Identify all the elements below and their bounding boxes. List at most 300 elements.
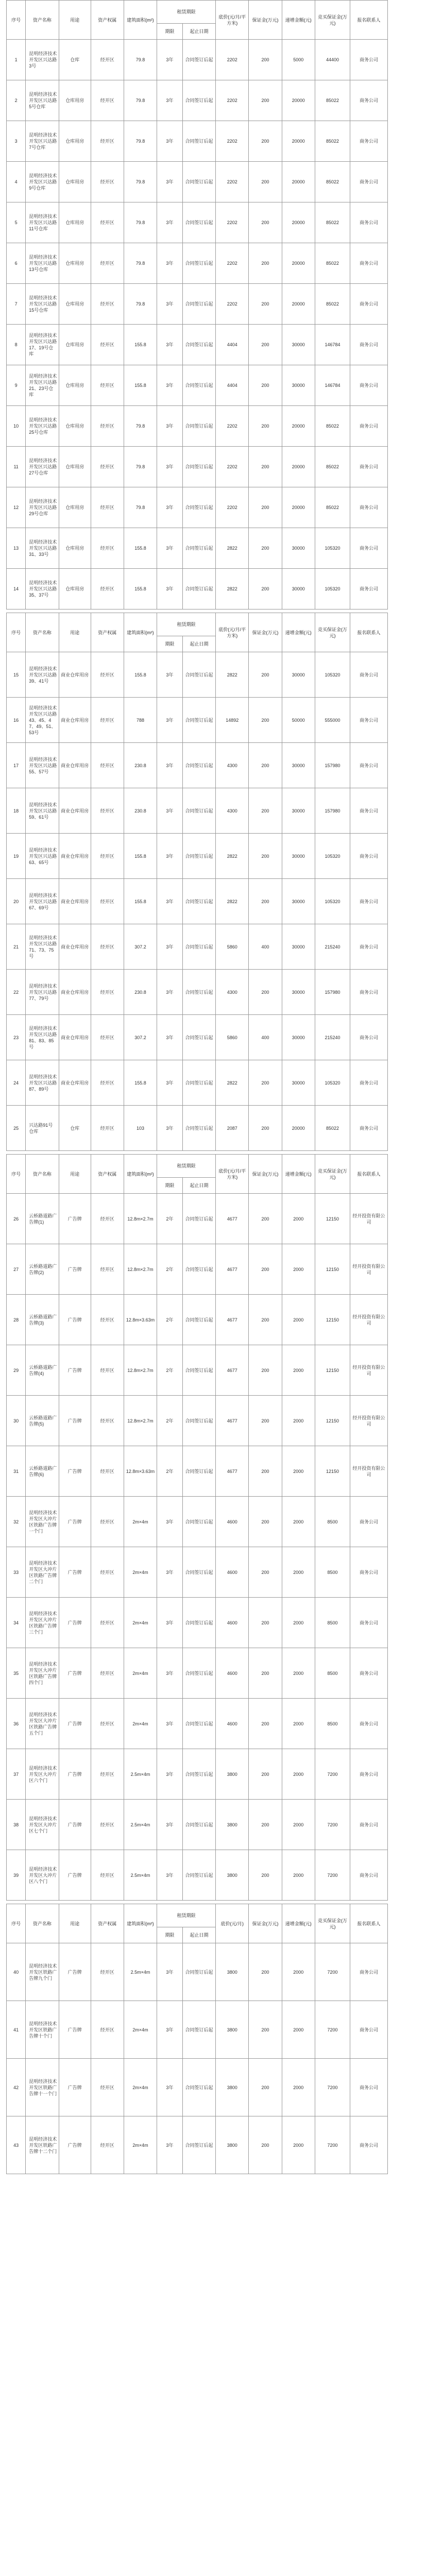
header-contact: 报名联系人 bbox=[350, 613, 388, 652]
cell-total-deposit: 85022 bbox=[315, 1106, 350, 1151]
cell-contact: 经开投资有限公司 bbox=[350, 1345, 388, 1396]
cell-total-deposit: 8500 bbox=[315, 1648, 350, 1699]
cell-usage: 仓库用房 bbox=[59, 528, 91, 569]
cell-period: 3年 bbox=[157, 788, 183, 834]
cell-usage: 商业仓库用房 bbox=[59, 1015, 91, 1060]
table-row bbox=[7, 80, 420, 121]
cell-price: 4677 bbox=[216, 1295, 249, 1345]
cell-usage: 商业仓库用房 bbox=[59, 924, 91, 970]
cell-ownership: 经开区 bbox=[91, 569, 124, 609]
cell-increase: 50000 bbox=[282, 698, 315, 743]
cell-period: 3年 bbox=[157, 447, 183, 487]
cell-usage: 商业仓库用房 bbox=[59, 879, 91, 924]
cell-serial-no: 35 bbox=[7, 1648, 26, 1699]
cell-area: 79.8 bbox=[124, 487, 157, 528]
cell-price: 4677 bbox=[216, 1396, 249, 1446]
cell-contact: 商务公司 bbox=[350, 652, 388, 698]
table-row bbox=[7, 243, 420, 284]
cell-increase: 2000 bbox=[282, 1699, 315, 1749]
table-row bbox=[7, 121, 420, 162]
cell-contact: 商务公司 bbox=[350, 243, 388, 284]
cell-area: 2m×4m bbox=[124, 1648, 157, 1699]
cell-serial-no: 16 bbox=[7, 698, 26, 743]
cell-price: 14892 bbox=[216, 698, 249, 743]
cell-increase: 30000 bbox=[282, 924, 315, 970]
cell-area: 79.8 bbox=[124, 162, 157, 202]
cell-total-deposit: 105320 bbox=[315, 879, 350, 924]
cell-total-deposit: 7200 bbox=[315, 2116, 350, 2174]
cell-deposit: 200 bbox=[249, 970, 282, 1015]
cell-serial-no: 37 bbox=[7, 1749, 26, 1800]
header-lease-period: 租赁期限 bbox=[157, 613, 216, 636]
cell-usage: 商业仓库用房 bbox=[59, 652, 91, 698]
table-row bbox=[7, 487, 420, 528]
table-row bbox=[7, 1345, 420, 1396]
cell-contact: 商务公司 bbox=[350, 924, 388, 970]
cell-area: 155.8 bbox=[124, 1060, 157, 1106]
header-total-deposit: 竞买保证金(万元) bbox=[315, 1155, 350, 1194]
cell-period: 3年 bbox=[157, 879, 183, 924]
cell-period: 3年 bbox=[157, 1015, 183, 1060]
cell-area: 79.8 bbox=[124, 121, 157, 162]
cell-contact: 商务公司 bbox=[350, 447, 388, 487]
header-lease-start-end: 起止日期 bbox=[182, 1927, 215, 1943]
cell-serial-no: 13 bbox=[7, 528, 26, 569]
header-price: 底价(元/月) bbox=[216, 1904, 249, 1943]
cell-price: 4600 bbox=[216, 1497, 249, 1547]
header-lease-period: 租赁期限 bbox=[157, 1904, 216, 1927]
cell-period: 3年 bbox=[157, 1850, 183, 1901]
cell-dates: 合同签订后起 bbox=[182, 1015, 215, 1060]
cell-usage: 广告牌 bbox=[59, 1446, 91, 1497]
header-area: 建筑面积(m²) bbox=[124, 1, 157, 40]
cell-asset-name: 云桥路道路广告牌(2) bbox=[26, 1244, 59, 1295]
header-usage: 用途 bbox=[59, 1155, 91, 1194]
table-row bbox=[7, 284, 420, 325]
cell-serial-no: 27 bbox=[7, 1244, 26, 1295]
cell-area: 155.8 bbox=[124, 569, 157, 609]
cell-deposit: 200 bbox=[249, 1194, 282, 1244]
cell-period: 3年 bbox=[157, 80, 183, 121]
cell-increase: 2000 bbox=[282, 1497, 315, 1547]
cell-deposit: 200 bbox=[249, 743, 282, 788]
cell-period: 3年 bbox=[157, 569, 183, 609]
cell-period: 3年 bbox=[157, 924, 183, 970]
cell-area: 155.8 bbox=[124, 365, 157, 406]
cell-dates: 合同签订后起 bbox=[182, 2116, 215, 2174]
cell-increase: 2000 bbox=[282, 1943, 315, 2001]
cell-asset-name: 昆明经济技术开发区兴达路27号仓库 bbox=[26, 447, 59, 487]
cell-asset-name: 昆明经济技术开发区兴达路39、41号 bbox=[26, 652, 59, 698]
cell-asset-name: 昆明经济技术开发区大冲片区铁路广告牌一个门 bbox=[26, 1497, 59, 1547]
cell-serial-no: 36 bbox=[7, 1699, 26, 1749]
cell-ownership: 经开区 bbox=[91, 879, 124, 924]
cell-period: 3年 bbox=[157, 743, 183, 788]
cell-period: 2年 bbox=[157, 1396, 183, 1446]
table-row bbox=[7, 2116, 420, 2174]
cell-dates: 合同签订后起 bbox=[182, 1800, 215, 1850]
cell-deposit: 400 bbox=[249, 924, 282, 970]
cell-usage: 商业仓库用房 bbox=[59, 1060, 91, 1106]
table-row bbox=[7, 40, 420, 80]
cell-area: 230.8 bbox=[124, 743, 157, 788]
cell-contact: 商务公司 bbox=[350, 834, 388, 879]
cell-price: 4677 bbox=[216, 1194, 249, 1244]
cell-total-deposit: 105320 bbox=[315, 569, 350, 609]
cell-period: 3年 bbox=[157, 284, 183, 325]
cell-ownership: 经开区 bbox=[91, 1850, 124, 1901]
cell-ownership: 经开区 bbox=[91, 40, 124, 80]
cell-asset-name: 云桥路道路广告牌(6) bbox=[26, 1446, 59, 1497]
cell-deposit: 200 bbox=[249, 698, 282, 743]
cell-period: 3年 bbox=[157, 162, 183, 202]
cell-dates: 合同签订后起 bbox=[182, 834, 215, 879]
cell-deposit: 200 bbox=[249, 121, 282, 162]
cell-serial-no: 9 bbox=[7, 365, 26, 406]
cell-asset-name: 昆明经济技术开发区大冲片区铁路广告牌四个门 bbox=[26, 1648, 59, 1699]
cell-serial-no: 6 bbox=[7, 243, 26, 284]
cell-usage: 广告牌 bbox=[59, 1244, 91, 1295]
cell-serial-no: 28 bbox=[7, 1295, 26, 1345]
cell-contact: 商务公司 bbox=[350, 970, 388, 1015]
cell-increase: 20000 bbox=[282, 447, 315, 487]
cell-serial-no: 5 bbox=[7, 202, 26, 243]
cell-area: 155.8 bbox=[124, 834, 157, 879]
header-lease-sub: 期限 bbox=[157, 1178, 183, 1194]
cell-asset-name: 昆明经济技术开发区大冲片区八个门 bbox=[26, 1850, 59, 1901]
cell-increase: 30000 bbox=[282, 652, 315, 698]
header-asset-name: 资产名称 bbox=[26, 1, 59, 40]
cell-dates: 合同签订后起 bbox=[182, 80, 215, 121]
cell-total-deposit: 157980 bbox=[315, 970, 350, 1015]
cell-serial-no: 10 bbox=[7, 406, 26, 447]
cell-serial-no: 43 bbox=[7, 2116, 26, 2174]
cell-total-deposit: 12150 bbox=[315, 1345, 350, 1396]
cell-serial-no: 12 bbox=[7, 487, 26, 528]
table-row bbox=[7, 1648, 420, 1699]
cell-area: 155.8 bbox=[124, 652, 157, 698]
cell-ownership: 经开区 bbox=[91, 788, 124, 834]
cell-dates: 合同签订后起 bbox=[182, 365, 215, 406]
cell-dates: 合同签订后起 bbox=[182, 1648, 215, 1699]
cell-contact: 商务公司 bbox=[350, 743, 388, 788]
cell-dates: 合同签订后起 bbox=[182, 406, 215, 447]
cell-usage: 商业仓库用房 bbox=[59, 788, 91, 834]
cell-area: 2m×4m bbox=[124, 1497, 157, 1547]
table-row bbox=[7, 924, 420, 970]
cell-serial-no: 42 bbox=[7, 2059, 26, 2116]
header-no: 序号 bbox=[7, 1155, 26, 1194]
header-contact: 报名联系人 bbox=[350, 1904, 388, 1943]
cell-area: 12.8m×3.63m bbox=[124, 1446, 157, 1497]
table-row bbox=[7, 1497, 420, 1547]
cell-period: 3年 bbox=[157, 1648, 183, 1699]
cell-contact: 经开投资有限公司 bbox=[350, 1244, 388, 1295]
cell-ownership: 经开区 bbox=[91, 1547, 124, 1598]
cell-area: 79.8 bbox=[124, 40, 157, 80]
table-row bbox=[7, 1598, 420, 1648]
table-row bbox=[7, 834, 420, 879]
cell-increase: 20000 bbox=[282, 1106, 315, 1151]
header-increase: 递增金额(元) bbox=[282, 1155, 315, 1194]
cell-total-deposit: 85022 bbox=[315, 406, 350, 447]
table-row bbox=[7, 1547, 420, 1598]
header-lease-sub: 期限 bbox=[157, 636, 183, 652]
header-usage: 用途 bbox=[59, 1904, 91, 1943]
header-price: 底价(元/月/平方米) bbox=[216, 1155, 249, 1194]
cell-ownership: 经开区 bbox=[91, 1194, 124, 1244]
cell-period: 3年 bbox=[157, 2116, 183, 2174]
cell-usage: 仓库用房 bbox=[59, 202, 91, 243]
table-row bbox=[7, 1699, 420, 1749]
cell-price: 2202 bbox=[216, 202, 249, 243]
header-lease-sub: 期限 bbox=[157, 1927, 183, 1943]
cell-dates: 合同签订后起 bbox=[182, 162, 215, 202]
cell-contact: 商务公司 bbox=[350, 1015, 388, 1060]
cell-deposit: 200 bbox=[249, 162, 282, 202]
cell-serial-no: 24 bbox=[7, 1060, 26, 1106]
cell-total-deposit: 85022 bbox=[315, 284, 350, 325]
cell-asset-name: 昆明经济技术开发区大冲片区六个门 bbox=[26, 1749, 59, 1800]
cell-dates: 合同签订后起 bbox=[182, 487, 215, 528]
cell-total-deposit: 85022 bbox=[315, 202, 350, 243]
cell-asset-name: 昆明经济技术开发区兴达路11号仓库 bbox=[26, 202, 59, 243]
cell-increase: 5000 bbox=[282, 40, 315, 80]
cell-total-deposit: 12150 bbox=[315, 1446, 350, 1497]
cell-usage: 广告牌 bbox=[59, 1345, 91, 1396]
cell-increase: 2000 bbox=[282, 1749, 315, 1800]
cell-price: 2202 bbox=[216, 40, 249, 80]
cell-asset-name: 昆明经济技术开发区铁路广告牌十二个门 bbox=[26, 2116, 59, 2174]
cell-asset-name: 昆明经济技术开发区兴达路17、19号仓库 bbox=[26, 325, 59, 365]
cell-contact: 商务公司 bbox=[350, 1699, 388, 1749]
header-no: 序号 bbox=[7, 613, 26, 652]
cell-area: 155.8 bbox=[124, 325, 157, 365]
header-no: 序号 bbox=[7, 1, 26, 40]
table-row bbox=[7, 1446, 420, 1497]
cell-deposit: 200 bbox=[249, 1244, 282, 1295]
cell-price: 3800 bbox=[216, 1749, 249, 1800]
cell-asset-name: 昆明经济技术开发区兴达路55、57号 bbox=[26, 743, 59, 788]
table-row bbox=[7, 1295, 420, 1345]
table-row bbox=[7, 1015, 420, 1060]
cell-dates: 合同签订后起 bbox=[182, 924, 215, 970]
cell-usage: 仓库用房 bbox=[59, 243, 91, 284]
cell-ownership: 经开区 bbox=[91, 743, 124, 788]
cell-dates: 合同签订后起 bbox=[182, 788, 215, 834]
cell-ownership: 经开区 bbox=[91, 1396, 124, 1446]
cell-period: 3年 bbox=[157, 698, 183, 743]
cell-deposit: 200 bbox=[249, 1497, 282, 1547]
cell-usage: 仓库用房 bbox=[59, 447, 91, 487]
cell-increase: 20000 bbox=[282, 406, 315, 447]
cell-deposit: 200 bbox=[249, 40, 282, 80]
cell-area: 307.2 bbox=[124, 1015, 157, 1060]
cell-total-deposit: 157980 bbox=[315, 743, 350, 788]
cell-increase: 2000 bbox=[282, 2116, 315, 2174]
cell-dates: 合同签订后起 bbox=[182, 1060, 215, 1106]
cell-dates: 合同签订后起 bbox=[182, 1396, 215, 1446]
cell-deposit: 200 bbox=[249, 1295, 282, 1345]
cell-ownership: 经开区 bbox=[91, 1015, 124, 1060]
header-area: 建筑面积(m²) bbox=[124, 1155, 157, 1194]
cell-usage: 广告牌 bbox=[59, 2059, 91, 2116]
cell-dates: 合同签订后起 bbox=[182, 243, 215, 284]
cell-price: 4600 bbox=[216, 1598, 249, 1648]
cell-ownership: 经开区 bbox=[91, 365, 124, 406]
cell-ownership: 经开区 bbox=[91, 1699, 124, 1749]
cell-usage: 广告牌 bbox=[59, 1749, 91, 1800]
cell-price: 2202 bbox=[216, 487, 249, 528]
cell-ownership: 经开区 bbox=[91, 1598, 124, 1648]
cell-area: 79.8 bbox=[124, 80, 157, 121]
cell-area: 230.8 bbox=[124, 788, 157, 834]
cell-increase: 2000 bbox=[282, 1194, 315, 1244]
header-total-deposit: 竞买保证金(万元) bbox=[315, 1, 350, 40]
cell-usage: 仓库用房 bbox=[59, 121, 91, 162]
cell-serial-no: 33 bbox=[7, 1547, 26, 1598]
cell-asset-name: 昆明经济技术开发区兴达路3号 bbox=[26, 40, 59, 80]
header-contact: 报名联系人 bbox=[350, 1, 388, 40]
cell-period: 3年 bbox=[157, 2059, 183, 2116]
header-increase: 递增金额(元) bbox=[282, 1, 315, 40]
cell-usage: 广告牌 bbox=[59, 2116, 91, 2174]
cell-asset-name: 昆明经济技术开发区大冲片区七个门 bbox=[26, 1800, 59, 1850]
cell-total-deposit: 12150 bbox=[315, 1194, 350, 1244]
cell-deposit: 200 bbox=[249, 788, 282, 834]
cell-deposit: 200 bbox=[249, 2001, 282, 2059]
cell-period: 3年 bbox=[157, 1749, 183, 1800]
cell-deposit: 200 bbox=[249, 528, 282, 569]
cell-price: 4677 bbox=[216, 1345, 249, 1396]
cell-contact: 商务公司 bbox=[350, 1106, 388, 1151]
cell-dates: 合同签订后起 bbox=[182, 1850, 215, 1901]
header-total-deposit: 竞买保证金(万元) bbox=[315, 1904, 350, 1943]
cell-area: 2m×4m bbox=[124, 1598, 157, 1648]
cell-usage: 广告牌 bbox=[59, 1295, 91, 1345]
cell-ownership: 经开区 bbox=[91, 1497, 124, 1547]
cell-price: 3800 bbox=[216, 2059, 249, 2116]
cell-asset-name: 昆明经济技术开发区兴达路9号仓库 bbox=[26, 162, 59, 202]
cell-asset-name: 昆明经济技术开发区大冲片区铁路广告牌三个门 bbox=[26, 1598, 59, 1648]
cell-deposit: 200 bbox=[249, 1547, 282, 1598]
cell-increase: 30000 bbox=[282, 879, 315, 924]
cell-price: 4404 bbox=[216, 365, 249, 406]
cell-total-deposit: 105320 bbox=[315, 528, 350, 569]
cell-usage: 商业仓库用房 bbox=[59, 743, 91, 788]
header-usage: 用途 bbox=[59, 1, 91, 40]
cell-period: 3年 bbox=[157, 1547, 183, 1598]
cell-serial-no: 14 bbox=[7, 569, 26, 609]
cell-contact: 商务公司 bbox=[350, 1648, 388, 1699]
cell-area: 103 bbox=[124, 1106, 157, 1151]
cell-ownership: 经开区 bbox=[91, 202, 124, 243]
cell-deposit: 200 bbox=[249, 80, 282, 121]
cell-period: 2年 bbox=[157, 1244, 183, 1295]
cell-contact: 商务公司 bbox=[350, 162, 388, 202]
header-usage: 用途 bbox=[59, 613, 91, 652]
cell-period: 2年 bbox=[157, 1295, 183, 1345]
cell-total-deposit: 12150 bbox=[315, 1396, 350, 1446]
cell-increase: 2000 bbox=[282, 1345, 315, 1396]
cell-asset-name: 昆明经济技术开发区铁路广告牌十个门 bbox=[26, 2001, 59, 2059]
cell-total-deposit: 7200 bbox=[315, 1749, 350, 1800]
cell-total-deposit: 105320 bbox=[315, 652, 350, 698]
cell-serial-no: 21 bbox=[7, 924, 26, 970]
cell-price: 4600 bbox=[216, 1699, 249, 1749]
cell-asset-name: 昆明经济技术开发区兴达路67、69号 bbox=[26, 879, 59, 924]
cell-total-deposit: 85022 bbox=[315, 243, 350, 284]
cell-dates: 合同签订后起 bbox=[182, 1749, 215, 1800]
cell-ownership: 经开区 bbox=[91, 447, 124, 487]
cell-ownership: 经开区 bbox=[91, 162, 124, 202]
cell-increase: 20000 bbox=[282, 284, 315, 325]
cell-total-deposit: 157980 bbox=[315, 788, 350, 834]
cell-total-deposit: 7200 bbox=[315, 1800, 350, 1850]
cell-dates: 合同签订后起 bbox=[182, 1446, 215, 1497]
cell-ownership: 经开区 bbox=[91, 1648, 124, 1699]
cell-usage: 仓库用房 bbox=[59, 406, 91, 447]
cell-price: 2822 bbox=[216, 569, 249, 609]
cell-price: 3800 bbox=[216, 1943, 249, 2001]
cell-period: 3年 bbox=[157, 1800, 183, 1850]
cell-contact: 商务公司 bbox=[350, 1800, 388, 1850]
cell-asset-name: 兴达路91号仓库 bbox=[26, 1106, 59, 1151]
cell-deposit: 200 bbox=[249, 1598, 282, 1648]
header-lease-sub: 期限 bbox=[157, 24, 183, 40]
header-deposit: 保证金(万元) bbox=[249, 1904, 282, 1943]
cell-deposit: 200 bbox=[249, 569, 282, 609]
cell-area: 12.8m×2.7m bbox=[124, 1396, 157, 1446]
cell-usage: 广告牌 bbox=[59, 1943, 91, 2001]
cell-contact: 商务公司 bbox=[350, 879, 388, 924]
cell-dates: 合同签订后起 bbox=[182, 879, 215, 924]
cell-deposit: 200 bbox=[249, 1060, 282, 1106]
cell-dates: 合同签订后起 bbox=[182, 698, 215, 743]
header-price: 底价(元/月/平方米) bbox=[216, 613, 249, 652]
cell-dates: 合同签订后起 bbox=[182, 202, 215, 243]
header-increase: 递增金额(元) bbox=[282, 613, 315, 652]
cell-increase: 30000 bbox=[282, 569, 315, 609]
cell-deposit: 200 bbox=[249, 325, 282, 365]
cell-asset-name: 昆明经济技术开发区兴达路35、37号 bbox=[26, 569, 59, 609]
cell-period: 3年 bbox=[157, 1497, 183, 1547]
cell-area: 2m×4m bbox=[124, 2116, 157, 2174]
cell-deposit: 200 bbox=[249, 2116, 282, 2174]
cell-asset-name: 昆明经济技术开发区兴达路7号仓库 bbox=[26, 121, 59, 162]
table-row bbox=[7, 743, 420, 788]
header-ownership: 资产权属 bbox=[91, 1155, 124, 1194]
cell-dates: 合同签订后起 bbox=[182, 1943, 215, 2001]
cell-increase: 20000 bbox=[282, 162, 315, 202]
table-row bbox=[7, 1244, 420, 1295]
cell-increase: 30000 bbox=[282, 1060, 315, 1106]
cell-deposit: 200 bbox=[249, 284, 282, 325]
header-no: 序号 bbox=[7, 1904, 26, 1943]
cell-contact: 商务公司 bbox=[350, 40, 388, 80]
cell-dates: 合同签订后起 bbox=[182, 569, 215, 609]
table-row bbox=[7, 1060, 420, 1106]
cell-contact: 商务公司 bbox=[350, 80, 388, 121]
cell-asset-name: 昆明经济技术开发区铁路广告牌十一个门 bbox=[26, 2059, 59, 2116]
header-asset-name: 资产名称 bbox=[26, 613, 59, 652]
cell-serial-no: 1 bbox=[7, 40, 26, 80]
cell-area: 788 bbox=[124, 698, 157, 743]
cell-total-deposit: 146784 bbox=[315, 365, 350, 406]
cell-period: 3年 bbox=[157, 365, 183, 406]
cell-increase: 2000 bbox=[282, 1850, 315, 1901]
cell-deposit: 200 bbox=[249, 834, 282, 879]
